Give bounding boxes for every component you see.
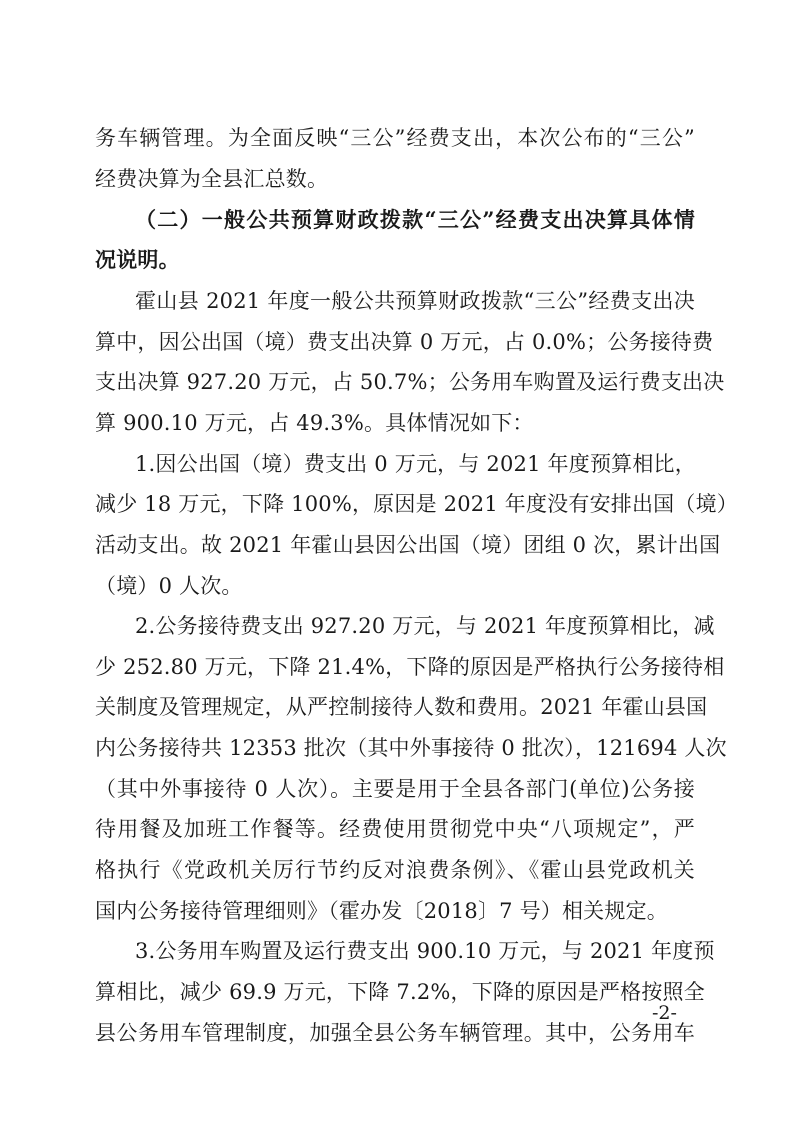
text-line: 格执行《党政机关厉行节约反对浪费条例》、《霍山县党政机关 — [95, 858, 695, 882]
text-line: 活动支出。故 2021 年霍山县因公出国（境）团组 0 次，累计出国 — [95, 533, 721, 557]
text-line: （境）0 人次。 — [95, 574, 243, 598]
text-line: 1.因公出国（境）费支出 0 万元，与 2021 年度预算相比， — [135, 452, 696, 476]
text-line: 务车辆管理。为全面反映“三公”经费支出，本次公布的“三公” — [95, 126, 695, 150]
text-line: 2.公务接待费支出 927.20 万元，与 2021 年度预算相比，减 — [135, 614, 715, 638]
text-line: 待用餐及加班工作餐等。经费使用贯彻党中央“八项规定”，严 — [95, 817, 695, 841]
text-line: 算相比，减少 69.9 万元，下降 7.2%，下降的原因是严格按照全 — [95, 980, 705, 1004]
text-line: 少 252.80 万元，下降 21.4%，下降的原因是严格执行公务接待相 — [95, 655, 725, 679]
text-line: 国内公务接待管理细则》（霍办发〔2018〕7 号）相关规定。 — [95, 899, 668, 923]
text-line: 内公务接待共 12353 批次（其中外事接待 0 批次），121694 人次 — [95, 736, 727, 760]
text-line: 霍山县 2021 年度一般公共预算财政拨款“三公”经费支出决 — [135, 289, 695, 313]
text-line: 关制度及管理规定，从严控制接待人数和费用。2021 年霍山县国 — [95, 695, 708, 719]
text-line: 经费决算为全县汇总数。 — [95, 167, 329, 191]
text-line: （其中外事接待 0 人次）。主要是用于全县各部门(单位)公务接 — [95, 777, 695, 801]
text-line: 县公务用车管理制度，加强全县公务车辆管理。其中，公务用车 — [95, 1021, 695, 1045]
section-heading: 况说明。 — [95, 247, 180, 272]
text-line: 支出决算 927.20 万元，占 50.7%；公务用车购置及运行费支出决 — [95, 370, 725, 394]
text-line: 算中，因公出国（境）费支出决算 0 万元，占 0.0%；公务接待费 — [95, 330, 714, 354]
text-line: 减少 18 万元，下降 100%，原因是 2021 年度没有安排出国（境） — [95, 492, 738, 516]
section-heading: （二）一般公共预算财政拨款“三公”经费支出决算具体情 — [135, 207, 695, 232]
page-number: -2- — [652, 1002, 677, 1024]
text-line: 算 900.10 万元，占 49.3%。具体情况如下： — [95, 411, 534, 435]
text-line: 3.公务用车购置及运行费支出 900.10 万元，与 2021 年度预 — [135, 939, 715, 963]
